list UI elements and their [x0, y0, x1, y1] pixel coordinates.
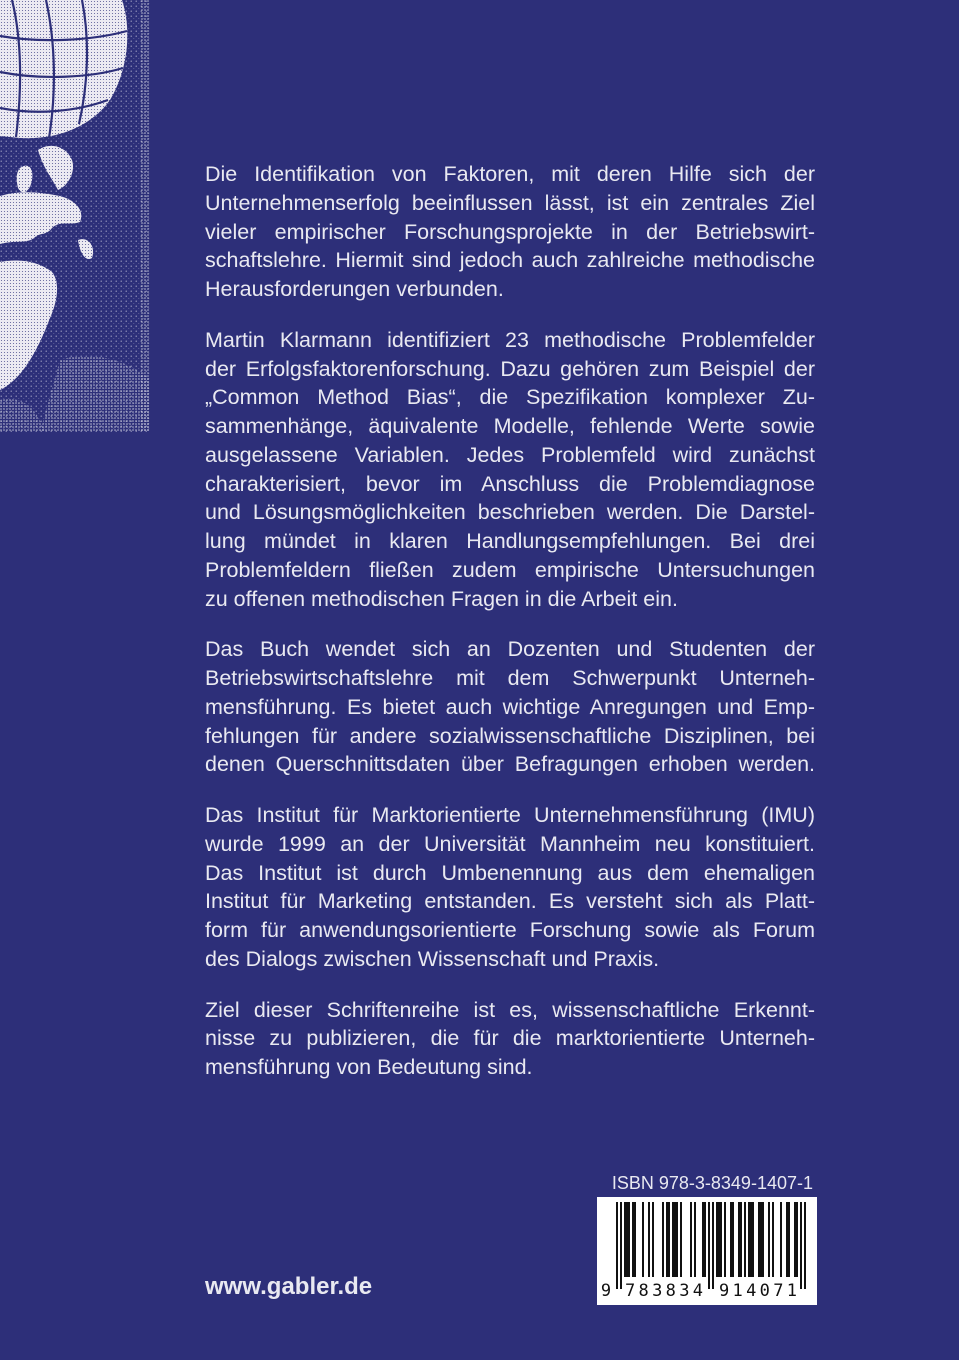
barcode-bar: [744, 1202, 746, 1277]
text-line: vieler empirischer Forschungsprojekte in der Betriebswirt-: [205, 219, 815, 244]
text-line: denen Querschnittsdaten über Befragungen erhoben werden.: [205, 752, 815, 777]
barcode-bar: [768, 1202, 770, 1277]
blurb-paragraph: [205, 326, 815, 614]
barcode-bar: [672, 1202, 678, 1277]
barcode-bar: [758, 1202, 764, 1277]
text-line: nisse zu publizieren, die für die marktorientierte Unterneh-: [205, 1026, 815, 1051]
text-line: „Common Method Bias“, die Spezifikation komplexer Zu-: [205, 385, 815, 410]
publisher-website: www.gabler.de: [205, 1273, 373, 1300]
text-line: der Erfolgsfaktorenforschung. Dazu gehören zum Beispiel der: [205, 356, 815, 381]
barcode-bar: [786, 1202, 790, 1277]
barcode-bar: [652, 1202, 654, 1277]
barcode-bar: [748, 1202, 754, 1277]
text-line: ausgelassene Variablen. Jedes Problemfeld wird zunächst: [205, 442, 815, 467]
barcode-right-digits: 914071: [719, 1281, 797, 1301]
barcode-left-digits: 783834: [625, 1281, 703, 1301]
text-line: mensführung. Es bietet auch wichtige Anregungen und Emp-: [205, 694, 815, 719]
text-line: Ziel dieser Schriftenreihe ist es, wissenschaftliche Erkennt-: [205, 997, 815, 1022]
globe-illustration: [0, 0, 150, 432]
isbn-barcode: [597, 1197, 817, 1305]
text-line: Das Buch wendet sich an Dozenten und Studenten der: [205, 637, 815, 662]
barcode-bar: [694, 1202, 696, 1277]
barcode-bar: [738, 1202, 742, 1277]
barcode-bar: [690, 1202, 692, 1277]
barcode-bar: [730, 1202, 734, 1277]
text-line: wurde 1999 an der Universität Mannheim neu konstituiert.: [205, 831, 815, 856]
text-line: charakterisiert, bevor im Anschluss die Problemdiagnose: [205, 471, 815, 496]
barcode-bar: [632, 1202, 636, 1277]
blurb-paragraph: [205, 801, 815, 974]
barcode-guard-bar: [616, 1202, 618, 1289]
text-line: Institut für Marketing entstanden. Es versteht sich als Platt-: [205, 889, 815, 914]
barcode-bar: [794, 1202, 798, 1277]
blurb-paragraph: [205, 996, 815, 1082]
barcode-guard-bar: [712, 1202, 714, 1289]
text-line: Betriebswirtschaftslehre mit dem Schwerpunkt Unterneh-: [205, 666, 815, 690]
text-line: schaftslehre. Hiermit sind jedoch auch zahlreiche methodische: [205, 248, 815, 273]
back-cover-blurb: [205, 160, 815, 1104]
text-line: zu offenen methodischen Fragen in die Arbeit ein.: [205, 586, 678, 611]
text-line: Die Identifikation von Faktoren, mit deren Hilfe sich der: [205, 162, 815, 186]
text-line: des Dialogs zwischen Wissenschaft und Praxis.: [205, 946, 660, 971]
barcode-bar: [666, 1202, 670, 1277]
barcode-guard-bar: [708, 1202, 710, 1289]
text-line: Unternehmenserfolg beeinflussen lässt, ist ein zentrales Ziel: [205, 190, 815, 215]
text-line: Das Institut ist durch Umbenennung aus dem ehemaligen: [205, 860, 815, 885]
barcode-bar: [772, 1202, 774, 1277]
text-line: mensführung von Bedeutung sind.: [205, 1055, 533, 1079]
barcode-bar: [716, 1202, 722, 1277]
text-line: sammenhänge, äquivalente Modelle, fehlende Werte sowie: [205, 414, 815, 438]
barcode-bar: [780, 1202, 782, 1277]
text-line: Das Institut für Marktorientierte Unternehmensführung (IMU): [205, 803, 815, 827]
barcode-first-digit: 9: [600, 1281, 612, 1301]
text-line: lung mündet in klaren Handlungsempfehlungen. Bei drei: [205, 529, 815, 553]
text-line: Martin Klarmann identifiziert 23 methodische Problemfelder: [205, 327, 815, 352]
isbn-label: ISBN 978-3-8349-1407-1: [611, 1173, 813, 1193]
barcode-guard-bar: [800, 1202, 802, 1289]
text-line: fehlungen für andere sozialwissenschaftliche Disziplinen, bei: [205, 723, 815, 748]
text-line: und Lösungsmöglichkeiten beschrieben werden. Die Darstel-: [205, 500, 815, 525]
text-line: Problemfeldern fließen zudem empirische Untersuchungen: [205, 557, 815, 582]
barcode-bar: [648, 1202, 650, 1277]
text-line: Herausforderungen verbunden.: [205, 277, 504, 301]
barcode-bar: [662, 1202, 664, 1277]
barcode-bar: [702, 1202, 706, 1277]
blurb-paragraph: [205, 635, 815, 779]
barcode-guard-bar: [620, 1202, 622, 1289]
barcode-bar: [724, 1202, 726, 1277]
barcode-bar: [642, 1202, 644, 1277]
barcode-guard-bar: [804, 1202, 806, 1289]
barcode-bar: [624, 1202, 630, 1277]
barcode-bar: [680, 1202, 682, 1277]
blurb-paragraph: [205, 160, 815, 304]
text-line: form für anwendungsorientierte Forschung sowie als Forum: [205, 918, 815, 942]
